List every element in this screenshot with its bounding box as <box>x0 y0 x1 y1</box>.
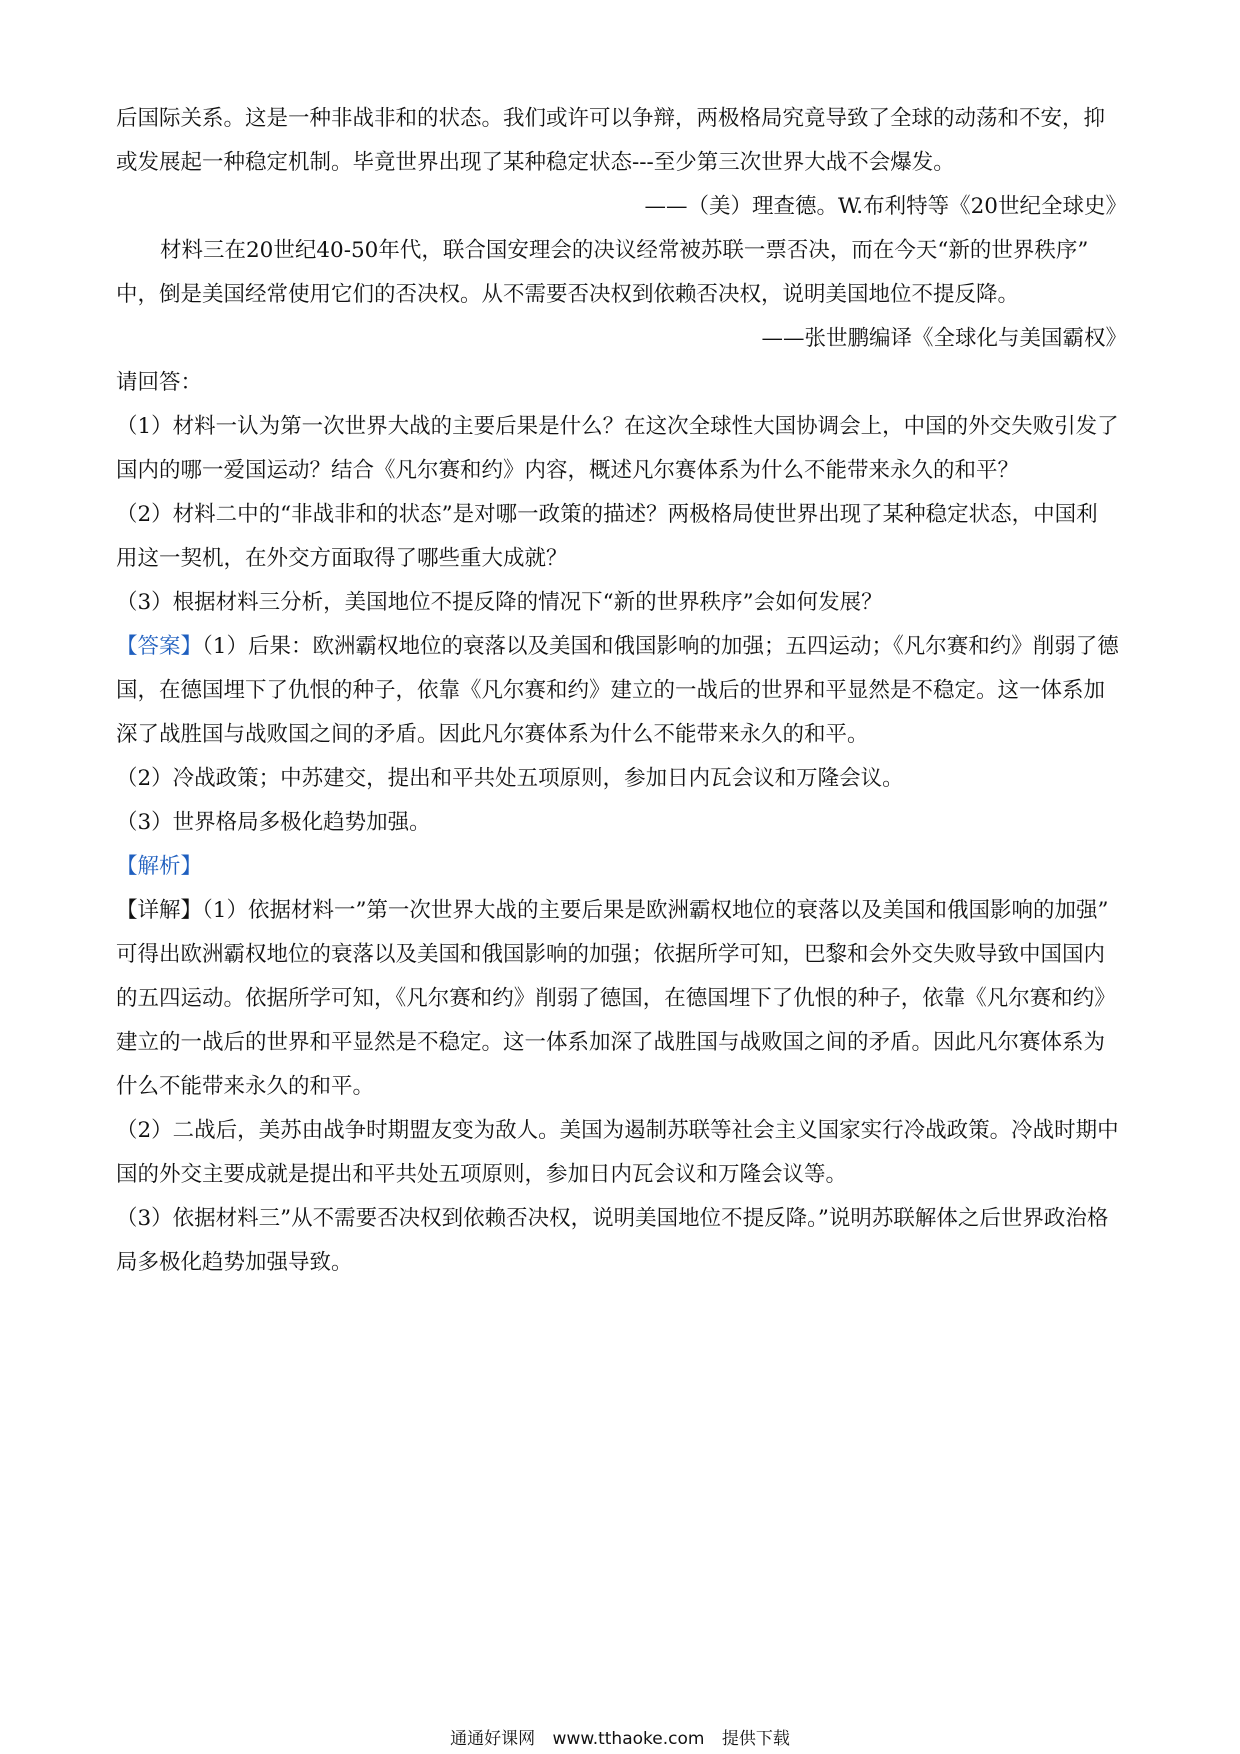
detail-line <box>116 896 1128 926</box>
footer-note: 提供下载 <box>721 1729 790 1749</box>
question-3-line: （3）根据材料三分析，美国地位不提反降的情况下“新的世界秩序”会如何发展？ <box>116 590 883 615</box>
answer-tag: 【答案】 <box>116 634 203 659</box>
answer-3-line: （3）世界格局多极化趋势加强。 <box>116 810 431 835</box>
material-three-line: 材料三在20世纪40-50年代，联合国安理会的决议经常被苏联一票否决，而在今天“新的世界秩序” <box>160 238 1089 263</box>
detail-1-line: 建立的一战后的世界和平显然是不稳定。这一体系加深了战胜国与战败国之间的矛盾。因此凡尔赛体系为 <box>116 1030 1106 1055</box>
answer-1-line: 国，在德国埋下了仇恨的种子，依靠《凡尔赛和约》建立的一战后的世界和平显然是不稳定。这一体系加 <box>116 678 1106 703</box>
detail-3-line: （3）依据材料三”从不需要否决权到依赖否决权，说明美国地位不提反降。”说明苏联解体之后世界政治格 <box>116 1206 1109 1231</box>
page-footer <box>0 1724 1240 1749</box>
footer-url[interactable]: www.tthaoke.com <box>552 1729 705 1749</box>
detail-2-line: （2）二战后，美苏由战争时期盟友变为敌人。美国为遏制苏联等社会主义国家实行冷战政策。冷战时期中 <box>116 1118 1119 1143</box>
material-three-source: ——张世鹏编译《全球化与美国霸权》 <box>761 326 1127 351</box>
question-1-line: （1）材料一认为第一次世界大战的主要后果是什么？在这次全球性大国协调会上，中国的外交失败引发了 <box>116 414 1119 439</box>
answer-line <box>116 632 1128 662</box>
detail-3-line: 局多极化趋势加强导致。 <box>116 1250 353 1275</box>
question-2-line: （2）材料二中的“非战非和的状态”是对哪一政策的描述？两极格局使世界出现了某种稳定状态，中国利 <box>116 502 1098 527</box>
material-two-line: 或发展起一种稳定机制。毕竟世界出现了某种稳定状态---至少第三次世界大战不会爆发。 <box>116 150 955 175</box>
detail-1-line: 的五四运动。依据所学可知，《凡尔赛和约》削弱了德国，在德国埋下了仇恨的种子，依靠《凡尔赛和约》 <box>116 986 1116 1011</box>
material-two-line: 后国际关系。这是一种非战非和的状态。我们或许可以争辩，两极格局究竟导致了全球的动荡和不安，抑 <box>116 106 1106 131</box>
answer-2-line: （2）冷战政策；中苏建交，提出和平共处五项原则，参加日内瓦会议和万隆会议。 <box>116 766 904 791</box>
answer-1-line: 深了战胜国与战败国之间的矛盾。因此凡尔赛体系为什么不能带来永久的和平。 <box>116 722 869 747</box>
question-1-line: 国内的哪一爱国运动？结合《凡尔赛和约》内容，概述凡尔赛体系为什么不能带来永久的和平？ <box>116 458 1020 483</box>
analysis-tag: 【解析】 <box>116 854 203 879</box>
detail-2-line: 国的外交主要成就是提出和平共处五项原则，参加日内瓦会议和万隆会议等。 <box>116 1162 848 1187</box>
footer-site-name: 通通好课网 <box>450 1729 536 1749</box>
material-two-source: ——（美）理查德。W.布利特等《20世纪全球史》 <box>644 194 1127 219</box>
material-three-line: 中，倒是美国经常使用它们的否决权。从不需要否决权到依赖否决权，说明美国地位不提反降。 <box>116 282 1020 307</box>
answer-1-text: （1）后果：欧洲霸权地位的衰落以及美国和俄国影响的加强；五四运动；《凡尔赛和约》削弱了德 <box>202 634 1119 659</box>
question-2-line: 用这一契机，在外交方面取得了哪些重大成就？ <box>116 546 568 571</box>
detail-1-text: （1）依据材料一”第一次世界大战的主要后果是欧洲霸权地位的衰落以及美国和俄国影响的加强” <box>202 898 1109 923</box>
detail-tag: 【详解】 <box>116 898 203 923</box>
detail-1-line: 可得出欧洲霸权地位的衰落以及美国和俄国影响的加强；依据所学可知，巴黎和会外交失败导致中国国内 <box>116 942 1106 967</box>
detail-1-line: 什么不能带来永久的和平。 <box>116 1074 375 1099</box>
answer-prompt: 请回答： <box>116 370 203 395</box>
